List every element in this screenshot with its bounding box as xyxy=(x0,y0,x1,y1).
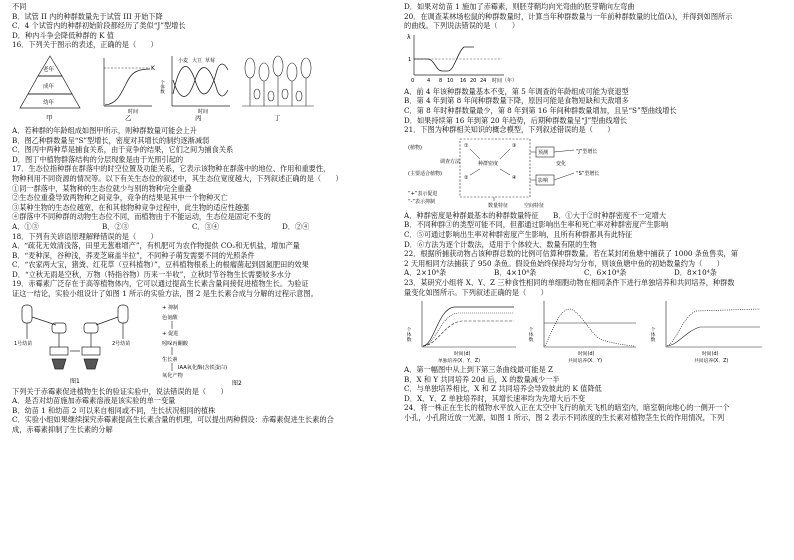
jia-label: 甲 xyxy=(46,113,53,122)
question-17: 17．生态位指种群在群落中的时空位置及功能关系，它表示该物种在群落中的地位、作用和重要性， xyxy=(12,164,331,174)
right-column xyxy=(404,2,789,423)
statement-4: ④群落中不同种群的动物生态位不同，而植物由于不能运动，生态位是固定不变的 xyxy=(12,212,271,222)
caomei-label: 草莓 xyxy=(205,57,216,64)
option-23d: D．X、Y、Z 单独培养时，其增长速率均为先增大后不变 xyxy=(404,393,586,403)
chengnian-label: 成年 xyxy=(43,83,55,90)
question-19-cont: 证这一结论，实验小组设计了如图 1 所示的实验方法，图 2 是生长素合成与分解的过程示意图。 xyxy=(12,289,318,299)
n1-label: ① xyxy=(464,142,469,149)
option-17d: D．②④ xyxy=(282,221,310,231)
figure-2-label: 图2 xyxy=(232,379,242,387)
question-21: 21．下图为种群相关知识的概念模型，下列叙述错误的是（ ） xyxy=(404,125,615,135)
option-18d: D．“立秋无雨是空秋，万物（特指谷物）历来一半收”，立秋时节谷物生长需要较多水分 xyxy=(12,269,292,279)
option-b: B．试管 II 内的种群数量先于试管 III 开始下降 xyxy=(12,11,163,21)
question-19-stem: 下列关于赤霉素促进植物生长的验证实验中，说法错误的是（ ） xyxy=(12,386,228,396)
options-22 xyxy=(404,268,789,278)
seedling-1-label: 1号幼苗 xyxy=(14,340,33,347)
promote-label: + 促进 xyxy=(162,330,179,337)
n11-label: 数量特征 xyxy=(488,202,509,209)
option-22b: B．4×10⁴条 xyxy=(494,268,537,278)
dadou-label: 大豆 xyxy=(192,57,203,64)
predator-prey-chart xyxy=(160,56,231,122)
option-21d: D．⑥方法为逐个计数法，适用于个体较大、数量有限的生物 xyxy=(404,239,597,249)
y-axis-1: 个体数 xyxy=(405,327,411,342)
question-22-cont: 2 天用相同方法捕获了 950 条鱼。假设鱼始终保持均匀分布，则该鱼塘中鱼的初始数量约为（ ） xyxy=(404,258,724,268)
n12-label: 调查方法 xyxy=(440,158,461,165)
indolepyruvate-label: 吲哚丙酮酸 xyxy=(162,340,188,347)
option-20c: C．第 8 年时种群数量最少，第 8 年到第 16 年间种群数量增加，且呈“S”型曲线增长 xyxy=(404,105,677,115)
caption-3: 共同培养(X、Z) xyxy=(694,359,729,365)
question-19: 19．赤霉素广泛存在于高等植物体内，它可以通过提高生长素含量间接促进植物生长。为验证 xyxy=(12,279,309,289)
option-21a: A．种群密度是种群最基本的种群数量特征 B．①大于②时种群密度不一定增大 xyxy=(404,210,667,220)
figure-23 xyxy=(404,297,789,365)
n2-label: 种群密度 xyxy=(478,160,499,167)
option-21c: C．⑤可通过影响出生率对种群密度产生影响，且所有种群都具有此特征 xyxy=(404,229,633,239)
option-23b: B．X 和 Y 共同培养 20d 后，X 的数量减少一半 xyxy=(404,374,560,384)
figure-16 xyxy=(12,50,397,126)
time-axis-label-2: 时间 xyxy=(198,108,209,115)
xiaomai-label: 小麦 xyxy=(178,57,189,64)
option-17a: A．①③ xyxy=(12,221,39,231)
caption-2: 共同培养(X、Y) xyxy=(568,359,602,365)
n3-label: ② xyxy=(464,174,469,181)
legend-inhibit: “-”表示抑制 xyxy=(408,198,435,205)
y-axis-2: 个体数 xyxy=(527,327,533,342)
option-19d: D．如果对幼苗 1 施加了赤霉素，则胚芽鞘均向光弯曲的胚芽鞘向左弯曲 xyxy=(404,2,635,11)
tick-4: 4 xyxy=(427,77,431,84)
question-17-cont: 物种利用不同资源的情况等。以下有关生态位的叙述中，其生态位宽度越大，下列叙述正确的是（ ） xyxy=(12,173,343,183)
oxidation-product-label: 氧化产物 xyxy=(162,372,183,379)
figure-20 xyxy=(404,31,789,87)
option-23a: A．第一幅图中从上到下第三条曲线最可能是 Z xyxy=(404,365,554,375)
option-d: D．种内斗争会降低种群的 K 值 xyxy=(12,30,114,40)
tick-24: 24 xyxy=(480,77,487,84)
statement-1: ①同一群落中，某物种的生态位就少与别的物种完全重叠 xyxy=(12,183,192,193)
yi-label: 乙 xyxy=(125,113,132,122)
auxin-label: 生长素 xyxy=(162,356,178,363)
n10-label: “S”型增长 xyxy=(576,170,600,177)
seedling-2-label: 2号幼苗 xyxy=(112,340,131,347)
chart-xz-coculture xyxy=(650,301,763,364)
concept-model-svg xyxy=(404,135,789,211)
option-19c: C．实验小组如果继续探究赤霉素提高生长素含量的机理，可以提出两种假设：赤霉素促进生长素的合 xyxy=(12,415,334,425)
options-17 xyxy=(12,222,397,232)
n14-label: (植物) xyxy=(408,144,422,151)
x-axis-3: 时间(d) xyxy=(702,352,719,358)
time-axis-label: 时间 xyxy=(128,108,139,115)
ding-label: 丁 xyxy=(274,113,281,122)
option-21b: B．不同种群③的类型可能不同，但都通过影响出生率和死亡率对种群密度产生影响 xyxy=(404,220,669,230)
k-label: K xyxy=(151,64,155,72)
question-20-cont: 的曲线。下列说法错误的是（ ） xyxy=(404,21,520,31)
lambda-label: λ xyxy=(407,33,411,41)
n6-label: 预测 xyxy=(538,149,549,156)
chart-single-culture xyxy=(406,301,517,364)
bing-label: 丙 xyxy=(195,113,202,122)
lambda-chart xyxy=(404,31,789,87)
ymark-label: 个体数 xyxy=(159,79,165,94)
n9-label: “J”型增长 xyxy=(576,148,598,155)
statement-3: ③某种生物的生态位越宽，在和其他物种竞争过程中，此生物的适应性越强 xyxy=(12,202,250,212)
figure-19-2 xyxy=(162,303,242,387)
option-16d: D．图丁中植物群落结构的分层现象是由于光照引起的 xyxy=(12,154,184,164)
one-label: 1 xyxy=(408,56,412,63)
option-17c: C．③④ xyxy=(192,221,220,231)
laonian-label: 老年 xyxy=(43,66,55,73)
option-22a: A．2×10⁴条 xyxy=(404,268,447,278)
age-pyramid xyxy=(20,56,80,122)
figure-1-label: 图1 xyxy=(70,377,80,385)
younian-label: 幼年 xyxy=(43,99,55,106)
caption-1: 单独培养(X、Y、Z) xyxy=(438,359,481,365)
inhibit-label: + 抑制 xyxy=(162,304,179,311)
question-24-cont: 小孔，小孔附近放一光源，如图 1 所示，图 2 表示不同浓度的生长素对植物茎生长的作用情况，下列 xyxy=(404,413,725,423)
option-19a: A．是否对幼苗施加赤霉素溶液是该实验的单一变量 xyxy=(12,396,176,406)
tick-0: 0 xyxy=(411,77,415,84)
n15-label: (主要适合植物) xyxy=(408,170,442,177)
s-curve-chart xyxy=(104,58,156,122)
n7-label: 变化 xyxy=(556,160,567,167)
culture-charts-svg xyxy=(404,297,789,365)
time-year-label: 时间（年） xyxy=(492,77,518,84)
legend-promote: “+”表示促进 xyxy=(408,190,438,197)
question-22: 22．根据所捕获动物占该种群总数的比例可估算种群数量。若在某封闭鱼塘中捕获了 1000 条鱼售卖，第 xyxy=(404,249,738,259)
option-23c: C．与单独培养相比，X 和 Z 共同培养会导致彼此的 K 值降低 xyxy=(404,384,602,394)
x-axis-2: 时间(d) xyxy=(578,352,595,358)
option-22d: D．8×10⁴条 xyxy=(674,268,717,278)
question-18: 18．下列有关谚语原理解释错误的是（ ） xyxy=(12,231,158,241)
figure-19-svg xyxy=(12,299,397,387)
n4-label: ③ xyxy=(512,142,517,149)
option-22c: C．6×10⁴条 xyxy=(584,268,627,278)
figure-19-1 xyxy=(22,305,131,369)
question-24: 24．将一株正在生长的植物水平放入正在太空中飞行的航天飞机的暗室内，暗室朝向地心的一侧开一个 xyxy=(404,403,730,413)
left-column xyxy=(12,2,397,435)
tick-8: 8 xyxy=(439,77,443,84)
option-18c: C．“农家两大宝，猪粪、红花草（豆科植物）”，豆科植物根系上的根瘤菌起到固氮肥田的效果 xyxy=(12,260,309,270)
option-16c: C．图丙中两种草是捕食关系，由于竞争的结果，它们之间为捕食关系 xyxy=(12,145,234,155)
n13-label: 空间特征 xyxy=(524,202,545,209)
question-23: 23．某研究小组将 X、Y、Z 三种食性相同的单细胞动物在相同条件下进行单独培养和共同培养，种群数 xyxy=(404,277,735,287)
question-16: 16．下列关于图示的表述，正确的是（ ） xyxy=(12,40,158,50)
figure-21 xyxy=(404,135,789,211)
question-20: 20．在调查某林场松鼠的种群数量时，计算当年种群数量与一年前种群数量的比值(λ)，并得到如图所示 xyxy=(404,11,733,21)
statement-2: ②生态位重叠导致两物种之间竞争，竞争的结果是其中一个物种灭亡 xyxy=(12,193,228,203)
forest-layers xyxy=(242,56,314,122)
option-18b: B．“麦种深，谷种浅，荞麦芝麻盖半拉”，不同种子萌发需要不同的光照条件 xyxy=(12,250,255,260)
tryptophan-label: 色氨酸 xyxy=(162,314,178,321)
chart-xy-coculture xyxy=(528,301,637,364)
option-c: C．4 个试管内的种群初始阶段都经历了类似“J”型增长 xyxy=(12,21,186,31)
x-axis-1: 时间(d) xyxy=(454,352,471,358)
tick-10: 10 xyxy=(447,77,454,84)
iaa-oxidase-label: IAA氧化酶(含铁蛋白) xyxy=(178,364,228,371)
figure-19 xyxy=(12,299,397,387)
option-19b: B．幼苗 1 和幼苗 2 可以来自相同或不同，生长状况相同的植株 xyxy=(12,405,216,415)
option-16b: B．图乙种群数量呈“S”型增长，密度对其增长的制约逐渐减弱 xyxy=(12,135,210,145)
option-19c-cont: 成，赤霉素抑制了生长素的分解 xyxy=(12,425,113,435)
option-20d: D．如果持续第 16 年到第 20 年趋势，后期种群数量呈“J”型曲线增长 xyxy=(404,115,628,125)
n8-label: 影响 xyxy=(538,177,549,184)
y-axis-3: 个体数 xyxy=(649,327,655,342)
n5-label: ④ xyxy=(512,174,517,181)
option-18a: A．“疏花无效清浅落，田里无葱难增产”，有机肥可为农作物提供 CO₂和无机盐，增加产量 xyxy=(12,241,300,251)
text-line: 不同 xyxy=(12,2,27,11)
option-17b: B．②③ xyxy=(102,221,129,231)
option-20a: A．前 4 年该种群数量基本不变，第 5 年调查的年龄组成可能为衰退型 xyxy=(404,86,629,96)
question-23-cont: 量变化如图所示。下列叙述正确的是（ ） xyxy=(404,287,548,297)
tick-20: 20 xyxy=(470,77,477,84)
tick-16: 16 xyxy=(460,77,467,84)
figure-16-svg xyxy=(12,50,397,126)
option-20b: B．第 4 年到第 8 年间种群数量下降，原因可能是食物短缺和天敌增多 xyxy=(404,96,629,106)
option-16a: A．若种群的年龄组成如图甲所示，则种群数量可能会上升 xyxy=(12,125,197,135)
